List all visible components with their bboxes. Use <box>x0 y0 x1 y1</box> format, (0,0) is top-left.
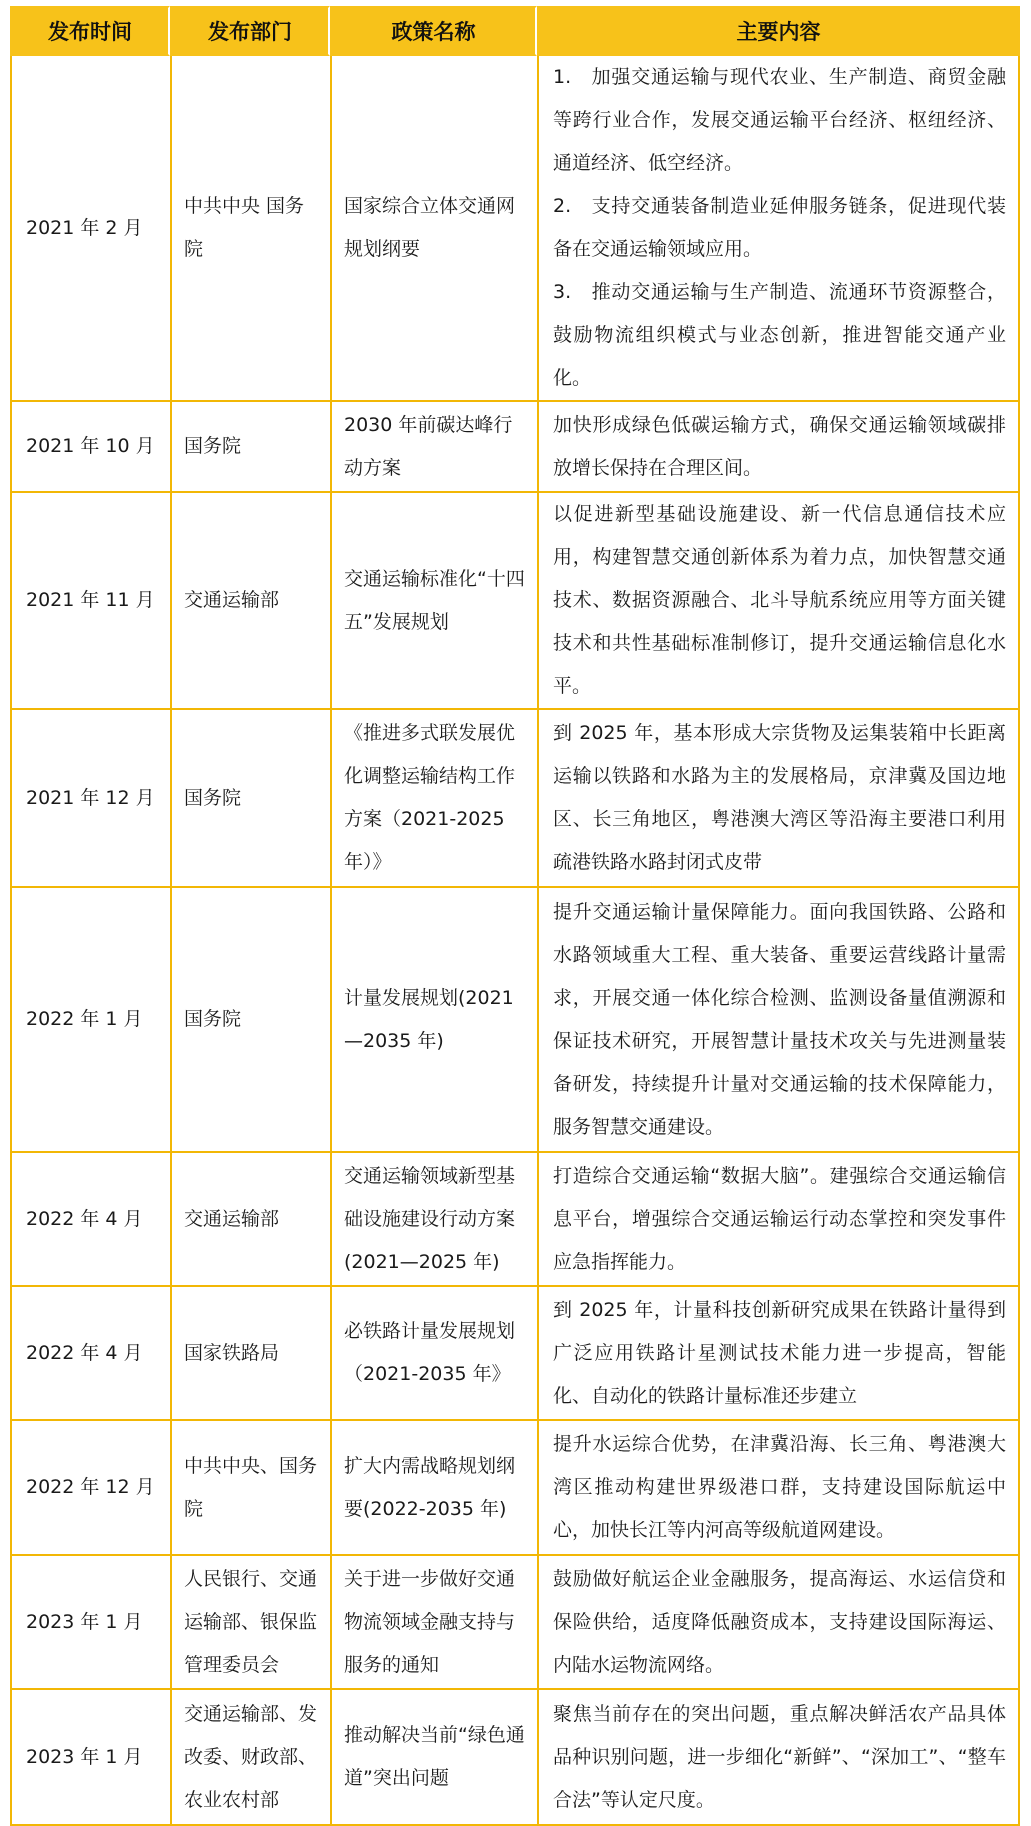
row-policy: 推动解决当前“绿色通道”突出问题 <box>330 1690 537 1826</box>
row-content <box>537 402 1020 493</box>
content-item: 2. 支持交通装备制造业延伸服务链条，促进现代装备在交通运输领域应用。 <box>553 195 1006 260</box>
row-policy: 扩大内需战略规划纲要(2022-2035 年) <box>330 1421 537 1556</box>
header-dept: 发布部门 <box>170 6 330 56</box>
row-policy: 2030 年前碳达峰行动方案 <box>330 402 537 493</box>
row-content <box>537 1690 1020 1826</box>
row-date: 2022 年 4 月 <box>10 1153 170 1287</box>
row-policy: 交通运输领域新型基础设施建设行动方案(2021—2025 年) <box>330 1153 537 1287</box>
table-row <box>10 1153 1020 1287</box>
content-item: 以促进新型基础设施建设、新一代信息通信技术应用，构建智慧交通创新体系为着力点，加快智慧交通技术、数据资源融合、北斗导航系统应用等方面关键技术和共性基础标准制修订，提升交通运输信息化水平。 <box>553 503 1006 697</box>
header-date: 发布时间 <box>10 6 170 56</box>
content-item: 到 2025 年，计量科技创新研究成果在铁路计量得到广泛应用铁路计星测试技术能力进一步提高，智能化、自动化的铁路计量标准还步建立 <box>553 1298 1006 1407</box>
row-dept: 国务院 <box>170 710 330 888</box>
policy-table-wrapper <box>10 6 1020 1826</box>
content-item: 到 2025 年，基本形成大宗货物及运集装箱中长距离运输以铁路和水路为主的发展格局，京津冀及国边地区、长三角地区，粤港澳大湾区等沿海主要港口利用疏港铁路水路封闭式皮带 <box>553 722 1006 873</box>
row-date: 2023 年 1 月 <box>10 1556 170 1690</box>
row-content <box>537 493 1020 710</box>
content-item: 聚焦当前存在的突出问题，重点解决鲜活农产品具体品种识别问题，进一步细化“新鲜”、“深加工”、“整车合法”等认定尺度。 <box>553 1702 1006 1811</box>
row-date: 2021 年 2 月 <box>10 56 170 402</box>
row-date: 2021 年 12 月 <box>10 710 170 888</box>
header-content: 主要内容 <box>537 6 1020 56</box>
content-item: 打造综合交通运输“数据大脑”。建强综合交通运输信息平台，增强综合交通运输运行动态掌控和突发事件应急指挥能力。 <box>553 1164 1006 1273</box>
row-policy: 国家综合立体交通网规划纲要 <box>330 56 537 402</box>
table-row <box>10 1287 1020 1421</box>
table-row <box>10 710 1020 888</box>
content-item: 鼓励做好航运企业金融服务，提高海运、水运信贷和保险供给，适度降低融资成本，支持建设国际海运、内陆水运物流网络。 <box>553 1567 1006 1676</box>
row-content <box>537 710 1020 888</box>
row-policy: 关于进一步做好交通物流领域金融支持与服务的通知 <box>330 1556 537 1690</box>
content-item: 1. 加强交通运输与现代农业、生产制造、商贸金融等跨行业合作，发展交通运输平台经济、枢纽经济、通道经济、低空经济。 <box>553 66 1006 174</box>
content-item: 加快形成绿色低碳运输方式，确保交通运输领域碳排放增长保持在合理区间。 <box>553 413 1006 479</box>
row-date: 2022 年 12 月 <box>10 1421 170 1556</box>
row-date: 2022 年 1 月 <box>10 888 170 1153</box>
content-item: 提升交通运输计量保障能力。面向我国铁路、公路和水路领域重大工程、重大装备、重要运营线路计量需求，开展交通一体化综合检测、监测设备量值溯源和保证技术研究，开展智慧计量技术攻关与先进测量装备研发，持续提升计量对交通运输的技术保障能力，服务智慧交通建设。 <box>553 900 1006 1138</box>
row-content <box>537 56 1020 402</box>
content-item: 3. 推动交通运输与生产制造、流通环节资源整合，鼓励物流组织模式与业态创新，推进智能交通产业化。 <box>553 281 1006 389</box>
header-policy: 政策名称 <box>330 6 537 56</box>
row-date: 2023 年 1 月 <box>10 1690 170 1826</box>
row-content <box>537 1287 1020 1421</box>
row-policy: 计量发展规划(2021—2035 年) <box>330 888 537 1153</box>
row-content <box>537 1421 1020 1556</box>
table-row <box>10 56 1020 402</box>
table-row <box>10 1690 1020 1826</box>
row-date: 2021 年 11 月 <box>10 493 170 710</box>
row-date: 2022 年 4 月 <box>10 1287 170 1421</box>
table-row <box>10 493 1020 710</box>
row-dept: 国务院 <box>170 402 330 493</box>
row-policy: 必铁路计量发展规划（2021-2035 年》 <box>330 1287 537 1421</box>
table-header-row <box>10 6 1020 56</box>
row-dept: 国家铁路局 <box>170 1287 330 1421</box>
content-item: 提升水运综合优势，在津冀沿海、长三角、粤港澳大湾区推动构建世界级港口群，支持建设国际航运中心，加快长江等内河高等级航道网建设。 <box>553 1433 1006 1541</box>
row-dept: 中共中央、国务院 <box>170 1421 330 1556</box>
row-dept: 交通运输部 <box>170 1153 330 1287</box>
row-content <box>537 888 1020 1153</box>
row-content <box>537 1556 1020 1690</box>
table-row <box>10 1421 1020 1556</box>
policy-table <box>10 6 1020 1826</box>
row-dept: 交通运输部 <box>170 493 330 710</box>
row-date: 2021 年 10 月 <box>10 402 170 493</box>
table-row <box>10 888 1020 1153</box>
row-content <box>537 1153 1020 1287</box>
row-policy: 交通运输标准化“十四五”发展规划 <box>330 493 537 710</box>
table-row <box>10 402 1020 493</box>
row-dept: 国务院 <box>170 888 330 1153</box>
row-dept: 人民银行、交通运输部、银保监管理委员会 <box>170 1556 330 1690</box>
table-row <box>10 1556 1020 1690</box>
row-dept: 交通运输部、发改委、财政部、农业农村部 <box>170 1690 330 1826</box>
row-dept: 中共中央 国务院 <box>170 56 330 402</box>
row-policy: 《推进多式联发展优化调整运输结构工作方案（2021-2025 年）》 <box>330 710 537 888</box>
